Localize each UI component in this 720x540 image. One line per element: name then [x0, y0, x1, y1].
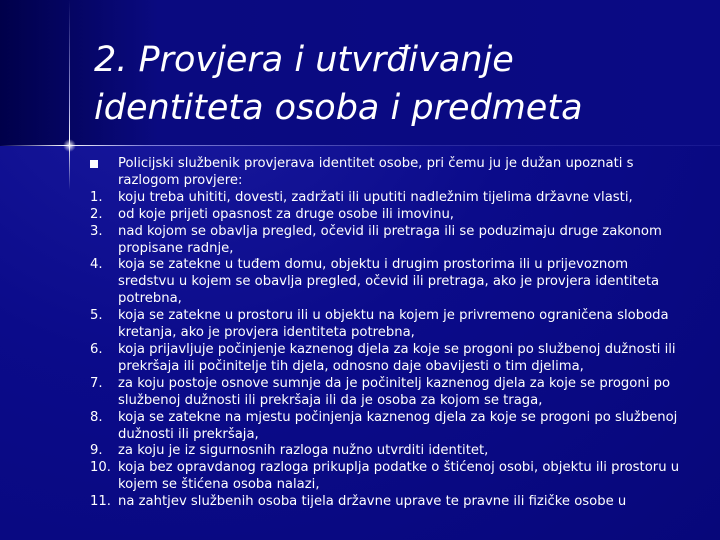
list-item-text: koju treba uhititi, dovesti, zadržati ili uputiti nadležnim tijelima državne vlasti, [118, 189, 633, 205]
list-item [90, 443, 680, 460]
list-item [90, 376, 680, 410]
list-item-text: koja bez opravdanog razloga prikuplja podatke o štićenoj osobi, objektu ili prostoru u kojem se štićena osoba nalazi, [118, 460, 680, 493]
list-item [90, 494, 680, 511]
list-item-text: koja prijavljuje počinjenje kaznenog djela za koje se progoni po službenoj dužnosti ili prekršaja ili počinitelje tih djela, odnosno daje obavijesti o tim djelima, [118, 341, 676, 374]
decorative-sparkle-icon [63, 139, 76, 152]
list-item-text: koja se zatekne u tuđem domu, objektu i drugim prostorima ili u prijevoznom sredstvu u kojem se obavlja pregled, očevid ili pretraga, ako je provjera identiteta potrebna, [118, 257, 660, 307]
list-item-text: za koju postoje osnove sumnje da je počinitelj kaznenog djela za koje se progoni po službenoj dužnosti ili prekršaja ili da je osoba za kojom se traga, [118, 375, 671, 408]
square-bullet-icon [90, 160, 98, 168]
list-item-text: nad kojom se obavlja pregled, očevid ili pretraga ili se poduzimaju druge zakonom propisane radnje, [118, 223, 662, 256]
list-item-number: 9. [90, 443, 103, 459]
list-item-number: 6. [90, 341, 103, 357]
list-item-number: 1. [90, 189, 103, 205]
list-item-number: 8. [90, 409, 103, 425]
decorative-vertical-line [69, 0, 70, 190]
list-item [90, 257, 680, 308]
list-item-text: na zahtjev službenih osoba tijela državne uprave te pravne ili fizičke osobe u [118, 494, 627, 510]
intro-text: Policijski službenik provjerava identitet osobe, pri čemu ju je dužan upoznati s razlogom provjere: [118, 156, 634, 188]
list-item [90, 410, 680, 444]
list-item-text: od koje prijeti opasnost za druge osobe ili imovinu, [118, 206, 454, 222]
list-item [90, 460, 680, 494]
reason-list [90, 190, 680, 511]
slide-body [90, 156, 680, 511]
list-item-number: 3. [90, 223, 103, 239]
list-item-number: 2. [90, 206, 103, 222]
list-item-text: koja se zatekne na mjestu počinjenja kaznenog djela za koje se progoni po službenoj dužnosti ili prekršaja, [118, 409, 678, 442]
list-item [90, 342, 680, 376]
list-item-text: koja se zatekne u prostoru ili u objektu na kojem je privremeno ograničena sloboda kretanja, ako je provjera identiteta potrebna, [118, 308, 669, 341]
slide-title: 2. Provjera i utvrđivanje identiteta osoba i predmeta [94, 40, 583, 128]
list-item-number: 11. [90, 494, 111, 510]
list-item-number: 10. [90, 460, 111, 476]
decorative-horizontal-line [0, 145, 720, 146]
list-item-number: 5. [90, 308, 103, 324]
list-item-number: 4. [90, 257, 103, 273]
list-item-number: 7. [90, 375, 103, 391]
list-item [90, 207, 680, 224]
list-item-text: za koju je iz sigurnosnih razloga nužno utvrditi identitet, [118, 443, 489, 459]
list-item [90, 224, 680, 258]
intro-paragraph [90, 156, 680, 190]
list-item [90, 190, 680, 207]
list-item [90, 308, 680, 342]
